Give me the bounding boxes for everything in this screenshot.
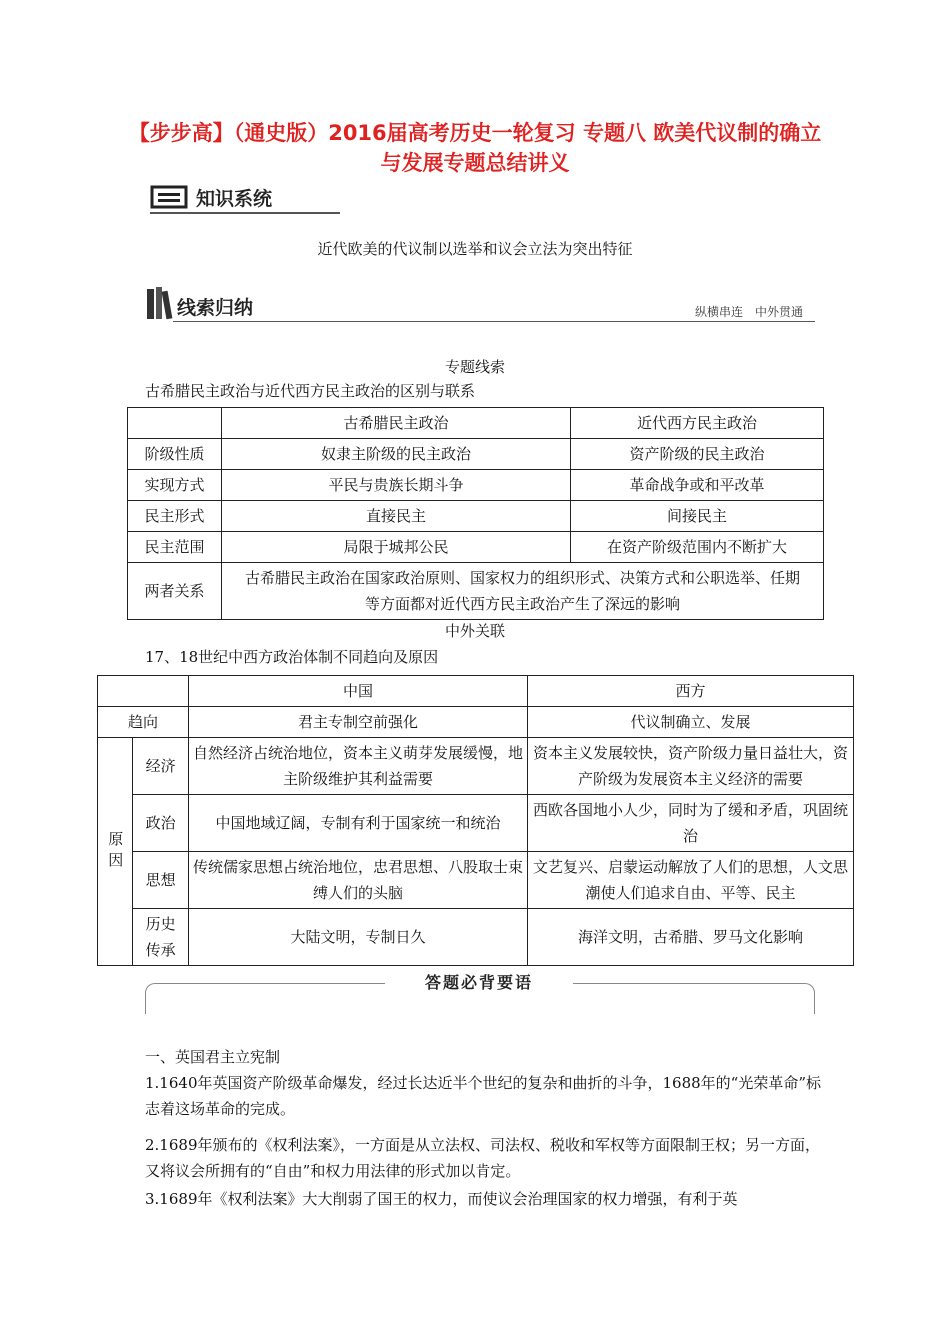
relation-cell: 古希腊民主政治在国家政治原则、国家权力的组织形式、决策方式和公职选举、任期等方面都对近代西方民主政治产生了深远的影响 [222, 563, 824, 620]
table-row [98, 707, 854, 738]
document-title: 【步步高】（通史版）2016届高考历史一轮复习 专题八 欧美代议制的确立与发展专题总结讲义 [128, 121, 822, 175]
table-cell: 自然经济占统治地位，资本主义萌芽发展缓慢，地主阶级维护其利益需要 [189, 738, 528, 795]
china-west-table [97, 675, 854, 966]
table-row [98, 738, 854, 795]
list-item: 3.1689年《权利法案》大大削弱了国王的权力，而使议会治理国家的权力增强，有利于英 [145, 1190, 738, 1208]
book-icon [150, 184, 188, 210]
table-header-cell: 西方 [528, 676, 854, 707]
row-label: 民主范围 [128, 532, 222, 563]
greek-vs-western-table [127, 407, 824, 620]
table-cell: 代议制确立、发展 [528, 707, 854, 738]
table2-caption: 17、18世纪中西方政治体制不同趋向及原因 [145, 648, 439, 666]
table-cell [98, 676, 189, 707]
sino-foreign-label: 中外关联 [444, 622, 505, 640]
reason-label: 原因 [98, 738, 133, 966]
table-row [128, 470, 824, 501]
table-cell: 资产阶级的民主政治 [571, 439, 824, 470]
table-row [98, 852, 854, 909]
table-header-cell: 近代西方民主政治 [571, 408, 824, 439]
table-cell: 西欧各国地小人少，同时为了缓和矛盾，巩固统治 [528, 795, 854, 852]
table-cell: 在资产阶级范围内不断扩大 [571, 532, 824, 563]
row-label: 政治 [133, 795, 189, 852]
table-header-cell: 古希腊民主政治 [222, 408, 571, 439]
table-cell [128, 408, 222, 439]
table-cell: 大陆文明，专制日久 [189, 909, 528, 966]
row-label: 实现方式 [128, 470, 222, 501]
table-row [128, 532, 824, 563]
table-cell: 奴隶主阶级的民主政治 [222, 439, 571, 470]
table-cell: 直接民主 [222, 501, 571, 532]
table-header-cell: 中国 [189, 676, 528, 707]
clues-tagline: 纵横串连 中外贯通 [695, 305, 804, 319]
table-cell: 海洋文明，古希腊、罗马文化影响 [528, 909, 854, 966]
table-cell: 局限于城邦公民 [222, 532, 571, 563]
row-label: 民主形式 [128, 501, 222, 532]
table-cell: 间接民主 [571, 501, 824, 532]
row-label: 历史传承 [133, 909, 189, 966]
list-item: 1.1640年英国资产阶级革命爆发，经过长达近半个世纪的复杂和曲折的斗争，1688年的“光荣革命”标志着这场革命的完成。 [145, 1074, 822, 1118]
clues-section-header [145, 285, 815, 325]
table-cell: 平民与贵族长期斗争 [222, 470, 571, 501]
table-row [128, 563, 824, 620]
table-cell: 传统儒家思想占统治地位，忠君思想、八股取士束缚人们的头脑 [189, 852, 528, 909]
table-row [128, 501, 824, 532]
list-item: 2.1689年颁布的《权利法案》，一方面是从立法权、司法权、税收和军权等方面限制王权；另一方面，又将议会所拥有的“自由”和权力用法律的形式加以肯定。 [145, 1136, 820, 1180]
row-label: 经济 [133, 738, 189, 795]
table1-caption: 古希腊民主政治与近代西方民主政治的区别与联系 [145, 382, 476, 400]
answer-box [145, 973, 813, 1017]
table-cell: 文艺复兴、启蒙运动解放了人们的思想，人文思潮使人们追求自由、平等、民主 [528, 852, 854, 909]
table-row [98, 676, 854, 707]
clues-section-title: 线索归纳 [177, 297, 254, 319]
table-row [98, 909, 854, 966]
row-label: 趋向 [98, 707, 189, 738]
row-label: 两者关系 [128, 563, 222, 620]
table-row [128, 408, 824, 439]
table-cell: 君主专制空前强化 [189, 707, 528, 738]
knowledge-section-header [150, 182, 340, 216]
table-cell: 革命战争或和平改革 [571, 470, 824, 501]
topic-clues-label: 专题线索 [444, 358, 505, 376]
knowledge-section-title: 知识系统 [196, 188, 273, 210]
table-row [98, 795, 854, 852]
table-row [128, 439, 824, 470]
row-label: 阶级性质 [128, 439, 222, 470]
row-label: 思想 [133, 852, 189, 909]
table-cell: 中国地域辽阔，专制有利于国家统一和统治 [189, 795, 528, 852]
table-cell: 资本主义发展较快，资产阶级力量日益壮大，资产阶级为发展资本主义经济的需要 [528, 738, 854, 795]
answer-box-title: 答题必背要语 [385, 969, 573, 997]
books-icon [145, 285, 173, 321]
section1-title: 一、英国君主立宪制 [145, 1048, 281, 1066]
knowledge-text: 近代欧美的代议制以选举和议会立法为突出特征 [317, 240, 633, 258]
